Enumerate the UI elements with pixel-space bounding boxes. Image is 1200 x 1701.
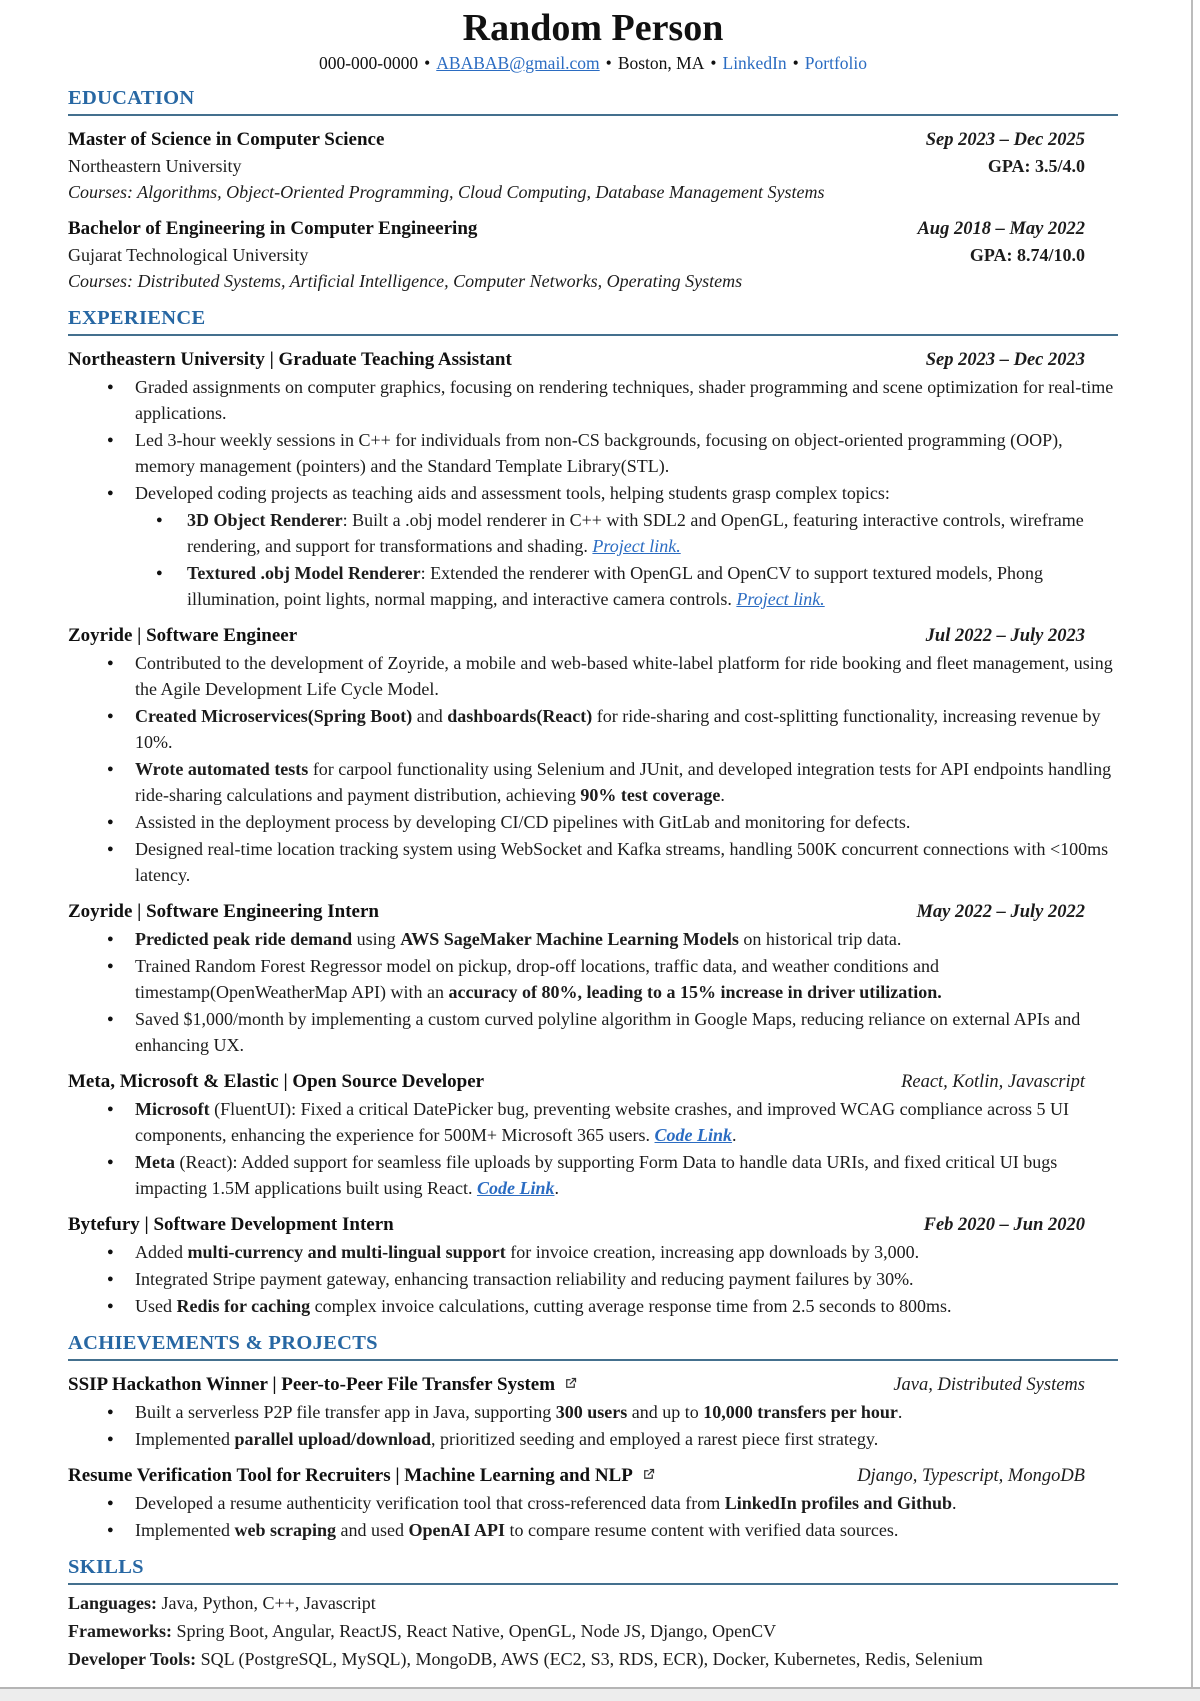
text-run: . — [720, 785, 725, 805]
linkedin-link[interactable]: LinkedIn — [722, 53, 787, 73]
text-run: Languages: — [68, 1593, 158, 1613]
text-run: Used — [135, 1296, 177, 1316]
phone-number: 000-000-0000 — [318, 53, 419, 73]
page-bottom-edge — [0, 1687, 1200, 1701]
gpa-value: GPA: 3.5/4.0 — [987, 156, 1085, 176]
entry-heading-row — [68, 347, 1118, 373]
education-heading-row — [68, 216, 1118, 242]
courses-line: Courses: Algorithms, Object-Oriented Programming, Cloud Computing, Database Management Systems — [68, 182, 825, 202]
date-range: Sep 2023 – Dec 2023 — [925, 350, 1085, 370]
text-run: Redis for caching — [176, 1296, 311, 1316]
text-run: SQL (PostgreSQL, MySQL), MongoDB, AWS (EC2, S3, RDS, ECR), Docker, Kubernetes, Redis, Selenium — [196, 1649, 983, 1669]
text-run: Wrote automated tests — [135, 759, 309, 779]
text-run: (React): Added support for seamless file uploads by supporting Form Data to handle data URIs, and fixed critical UI bugs impacting 1.5M applications built using React. — [135, 1152, 1058, 1198]
contact-separator: • — [710, 53, 717, 73]
bullet-item — [154, 507, 1118, 559]
experience-entry — [68, 1069, 1118, 1201]
entry-heading-text: Bytefury | Software Development Intern — [68, 1214, 394, 1235]
location-text: Boston, MA — [617, 53, 705, 73]
text-run: Developer Tools: — [68, 1649, 197, 1669]
entry-heading — [68, 1463, 656, 1489]
contact-separator: • — [424, 53, 431, 73]
text-run: Built a serverless P2P file transfer app in Java, supporting — [135, 1402, 556, 1422]
degree-title: Master of Science in Computer Science — [68, 129, 385, 150]
entry-heading-row — [68, 1372, 1118, 1398]
text-run: for ride-sharing and cost-splitting functionality, increasing revenue by 10%. — [135, 706, 1101, 752]
text-run: Trained Random Forest Regressor model on pickup, drop-off locations, traffic data, and weather conditions and timestamp(OpenWeatherMap API) with an — [135, 956, 939, 1002]
tech-stack: Java, Distributed Systems — [893, 1375, 1085, 1395]
section-title: SKILLS — [68, 1556, 1118, 1585]
text-run: 10,000 transfers per hour — [703, 1402, 898, 1422]
date-range: May 2022 – July 2022 — [916, 902, 1085, 922]
text-run: Assisted in the deployment process by developing CI/CD pipelines with GitLab and monitoring for defects. — [135, 812, 911, 832]
skills-line — [68, 1617, 1118, 1645]
skills-line — [68, 1645, 1118, 1673]
education-entry — [68, 127, 1118, 205]
contact-separator: • — [792, 53, 799, 73]
text-run: Textured .obj Model Renderer — [187, 563, 421, 583]
experience-entry — [68, 1212, 1118, 1319]
text-run: Frameworks: — [68, 1621, 172, 1641]
text-run: using — [352, 929, 401, 949]
text-run: . — [554, 1178, 559, 1198]
text-run: LinkedIn profiles and Github — [724, 1493, 953, 1513]
bullet-item — [105, 703, 1118, 755]
text-run: Java, Python, C++, Javascript — [157, 1593, 376, 1613]
external-link-icon[interactable] — [563, 1373, 578, 1399]
date-range: Sep 2023 – Dec 2025 — [925, 130, 1085, 150]
text-run: complex invoice calculations, cutting average response time from 2.5 seconds to 800ms. — [310, 1296, 952, 1316]
text-run: Implemented — [135, 1520, 235, 1540]
experience-entry — [68, 1463, 1118, 1543]
education-entry — [68, 216, 1118, 294]
entry-heading-text: Zoyride | Software Engineer — [68, 625, 298, 646]
text-run: . — [897, 1402, 903, 1422]
entry-heading — [68, 1372, 578, 1398]
skills-line — [68, 1589, 1118, 1617]
text-run: Implemented — [135, 1429, 235, 1449]
text-run: . — [952, 1493, 957, 1513]
text-run: 300 users — [555, 1402, 628, 1422]
courses-line: Courses: Distributed Systems, Artificial Intelligence, Computer Networks, Operating Systems — [68, 271, 743, 291]
section-title: EDUCATION — [68, 87, 1118, 116]
text-run: AWS SageMaker Machine Learning Models — [400, 929, 739, 949]
text-run: : Extended the renderer with OpenGL and OpenCV to support textured models, Phong illumination, point lights, normal mapping, and interactive camera controls. — [187, 563, 1044, 609]
inline-link[interactable]: Project link. — [736, 589, 825, 609]
tech-stack: React, Kotlin, Javascript — [901, 1072, 1085, 1092]
text-run: accuracy of 80%, leading to a 15% increase in driver utilization. — [448, 982, 942, 1002]
text-run: web scraping — [234, 1520, 336, 1540]
education-heading-row — [68, 127, 1118, 153]
school-name: Northeastern University — [68, 156, 242, 176]
page-title: Random Person — [462, 7, 724, 49]
text-run: on historical trip data. — [738, 929, 902, 949]
entry-heading-row — [68, 1463, 1118, 1489]
school-name: Gujarat Technological University — [68, 245, 309, 265]
entry-heading-text: Northeastern University | Graduate Teaching Assistant — [68, 349, 512, 370]
experience-entry — [68, 899, 1118, 1058]
text-run: Predicted peak ride demand — [135, 929, 353, 949]
text-run: Designed real-time location tracking system using WebSocket and Kafka streams, handling 500K concurrent connections with <100ms latency. — [135, 839, 1109, 885]
text-run: : Built a .obj model renderer in C++ with SDL2 and OpenGL, featuring interactive controls, wireframe rendering, and support for transformations and shading. — [187, 510, 1084, 556]
text-run: and used — [335, 1520, 409, 1540]
entry-heading — [68, 623, 297, 649]
text-run: Integrated Stripe payment gateway, enhancing transaction reliability and reducing payment failures by 30%. — [135, 1269, 914, 1289]
bullet-item — [105, 1239, 1118, 1265]
text-run: for invoice creation, increasing app downloads by 3,000. — [505, 1242, 920, 1262]
text-run: 90% test coverage — [580, 785, 721, 805]
text-run: to compare resume content with verified data sources. — [505, 1520, 899, 1540]
contact-line — [68, 53, 1118, 74]
experience-entry — [68, 1372, 1118, 1452]
bullet-item — [105, 926, 1118, 952]
section-title: ACHIEVEMENTS & PROJECTS — [68, 1332, 1118, 1361]
section-title: EXPERIENCE — [68, 307, 1118, 336]
experience-entry — [68, 347, 1118, 612]
bullet-item — [105, 1149, 1118, 1201]
text-run: dashboards(React) — [447, 706, 593, 726]
bullet-item — [105, 427, 1118, 479]
inline-link[interactable]: Code Link — [476, 1178, 555, 1198]
bullet-item — [105, 1426, 1118, 1452]
education-school-row — [68, 242, 1118, 268]
gpa-value: GPA: 8.74/10.0 — [969, 245, 1085, 265]
text-run: . — [732, 1125, 737, 1145]
experience-entry — [68, 623, 1118, 888]
bullet-item — [105, 1096, 1118, 1148]
bullet-item — [105, 1490, 1118, 1516]
bullet-item — [105, 1006, 1118, 1058]
text-run: OpenAI API — [408, 1520, 505, 1540]
text-run: Spring Boot, Angular, ReactJS, React Native, OpenGL, Node JS, Django, OpenCV — [171, 1621, 777, 1641]
degree-title: Bachelor of Engineering in Computer Engineering — [68, 218, 478, 239]
entry-heading-text: SSIP Hackathon Winner | Peer-to-Peer File Transfer System — [68, 1374, 556, 1395]
entry-heading-row — [68, 899, 1118, 925]
email-link[interactable]: ABABAB@gmail.com — [436, 53, 600, 73]
bullet-item — [105, 809, 1118, 835]
entry-heading — [68, 347, 512, 373]
bullet-item — [105, 836, 1118, 888]
external-link-icon[interactable] — [641, 1464, 656, 1490]
text-run: Developed coding projects as teaching aids and assessment tools, helping students grasp complex topics: — [135, 483, 890, 503]
bullet-item — [154, 560, 1118, 612]
text-run: Contributed to the development of Zoyride, a mobile and web-based white-label platform for ride booking and fleet management, using the Agile Development Life Cycle Model. — [135, 653, 1113, 699]
entry-heading-row — [68, 623, 1118, 649]
text-run: , prioritized seeding and employed a rarest piece first strategy. — [431, 1429, 879, 1449]
inline-link[interactable]: Code Link — [654, 1125, 733, 1145]
text-run: Graded assignments on computer graphics, focusing on rendering techniques, shader programming and scene optimization for real-time applications. — [135, 377, 1114, 423]
text-run: Saved $1,000/month by implementing a custom curved polyline algorithm in Google Maps, reducing reliance on external APIs and enhancing UX. — [135, 1009, 1081, 1055]
entry-heading — [68, 899, 379, 925]
text-run: Meta — [135, 1152, 175, 1172]
bullet-item — [105, 650, 1118, 702]
bullet-item — [105, 1293, 1118, 1319]
entry-heading — [68, 1212, 394, 1238]
text-run: parallel upload/download — [234, 1429, 432, 1449]
bullet-item — [105, 480, 1118, 506]
bullet-item — [105, 756, 1118, 808]
text-run: Added — [135, 1242, 188, 1262]
portfolio-link[interactable]: Portfolio — [804, 53, 868, 73]
text-run: Led 3-hour weekly sessions in C++ for individuals from non-CS backgrounds, focusing on object-oriented programming (OOP), memory management (pointers) and the Standard Template Library(STL). — [135, 430, 1063, 476]
text-run: for carpool functionality using Selenium and JUnit, and developed integration tests for API endpoints handling ride-sharing calculations and payment distribution, achieving — [135, 759, 1112, 805]
text-run: Developed a resume authenticity verification tool that cross-referenced data from — [135, 1493, 725, 1513]
bullet-item — [105, 1399, 1118, 1425]
date-range: Jul 2022 – July 2023 — [925, 626, 1085, 646]
entry-heading-text: Zoyride | Software Engineering Intern — [68, 901, 379, 922]
entry-heading-text: Resume Verification Tool for Recruiters | Machine Learning and NLP — [68, 1465, 633, 1486]
entry-heading-text: Meta, Microsoft & Elastic | Open Source Developer — [68, 1071, 485, 1092]
bullet-item — [105, 1266, 1118, 1292]
text-run: and — [412, 706, 448, 726]
education-school-row — [68, 153, 1118, 179]
contact-separator: • — [605, 53, 612, 73]
entry-heading-row — [68, 1069, 1118, 1095]
text-run: (FluentUI): Fixed a critical DatePicker bug, preventing website crashes, and improved WCAG compliance across 5 UI components, enhancing the experience for 500M+ Microsoft 365 users. — [135, 1099, 1070, 1145]
inline-link[interactable]: Project link. — [592, 536, 681, 556]
text-run: Created Microservices(Spring Boot) — [135, 706, 413, 726]
date-range: Feb 2020 – Jun 2020 — [923, 1215, 1085, 1235]
text-run: Microsoft — [135, 1099, 210, 1119]
text-run: and up to — [627, 1402, 704, 1422]
text-run: 3D Object Renderer — [187, 510, 343, 530]
sections — [68, 87, 1118, 1673]
date-range: Aug 2018 – May 2022 — [917, 219, 1085, 239]
bullet-item — [105, 374, 1118, 426]
tech-stack: Django, Typescript, MongoDB — [857, 1466, 1085, 1486]
entry-heading-row — [68, 1212, 1118, 1238]
text-run: multi-currency and multi-lingual support — [187, 1242, 506, 1262]
entry-heading — [68, 1069, 484, 1095]
bullet-item — [105, 953, 1118, 1005]
bullet-item — [105, 1517, 1118, 1543]
